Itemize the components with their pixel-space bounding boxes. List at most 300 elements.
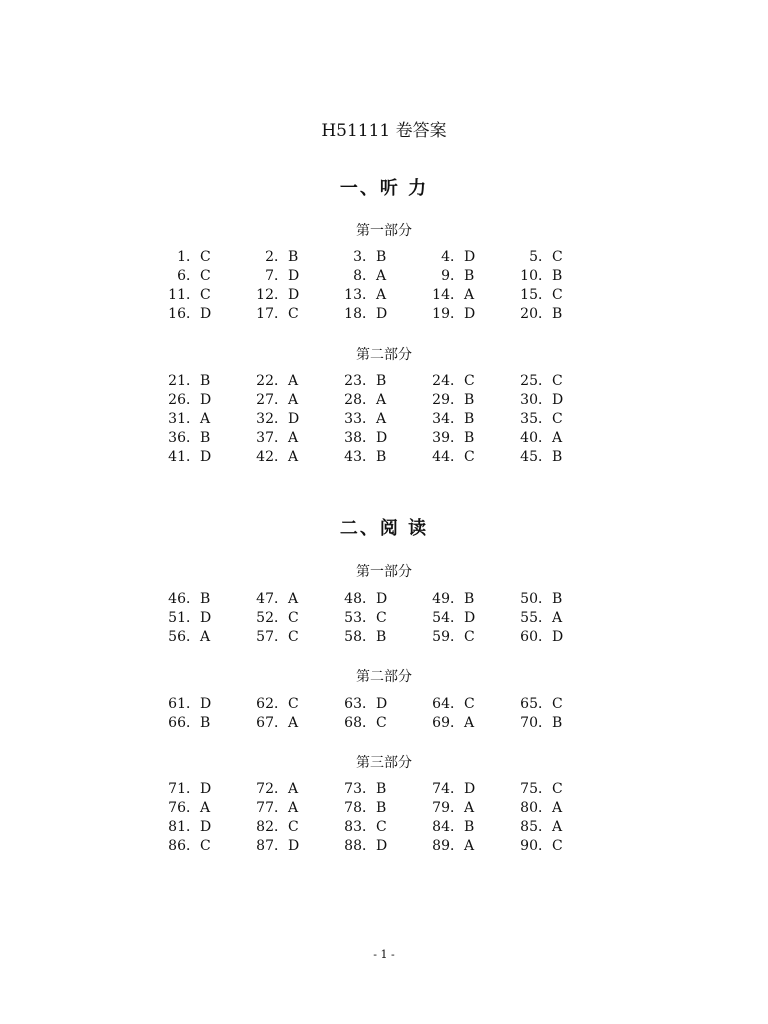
answer-item xyxy=(150,391,238,410)
answer-letter: A xyxy=(376,411,387,427)
separator: ． xyxy=(274,838,288,854)
answer-letter: A xyxy=(288,715,299,731)
answer-letter: D xyxy=(288,287,300,303)
answer-item xyxy=(326,590,414,609)
separator: ． xyxy=(450,392,464,408)
answer-letter: D xyxy=(288,268,300,284)
answer-item xyxy=(502,448,590,467)
question-number: 57 xyxy=(256,629,274,645)
question-number: 50 xyxy=(520,591,538,607)
answer-item xyxy=(326,248,414,267)
question-number: 7 xyxy=(265,268,274,284)
separator: ． xyxy=(274,629,288,645)
answer-letter: C xyxy=(464,449,475,465)
part-label: 第一部分 xyxy=(356,223,412,239)
answer-letter: C xyxy=(552,696,563,712)
separator: ． xyxy=(274,449,288,465)
separator: ． xyxy=(274,696,288,712)
answer-letter: C xyxy=(552,287,563,303)
question-number: 61 xyxy=(168,696,186,712)
separator: ． xyxy=(274,610,288,626)
question-number: 23 xyxy=(344,373,362,389)
separator: ． xyxy=(538,715,552,731)
answer-item xyxy=(326,714,414,733)
question-number: 26 xyxy=(168,392,186,408)
part-label: 第一部分 xyxy=(356,564,412,580)
separator: ． xyxy=(362,306,376,322)
question-number: 89 xyxy=(432,838,450,854)
answer-letter: D xyxy=(200,306,212,322)
separator: ． xyxy=(538,838,552,854)
question-number: 31 xyxy=(168,411,186,427)
section-heading-reading: 二、阅 读 xyxy=(339,518,429,539)
answer-letter: D xyxy=(464,781,476,797)
answer-item xyxy=(326,628,414,647)
answer-letter: C xyxy=(376,715,387,731)
answer-item xyxy=(238,286,326,305)
answer-item xyxy=(238,818,326,837)
answer-item xyxy=(238,799,326,818)
answer-letter: A xyxy=(376,287,387,303)
question-number: 54 xyxy=(432,610,450,626)
question-number: 11 xyxy=(168,287,186,303)
separator: ． xyxy=(362,373,376,389)
answer-letter: B xyxy=(552,449,563,465)
answer-letter: A xyxy=(464,715,475,731)
answer-letter: A xyxy=(552,800,563,816)
answer-letter: A xyxy=(552,819,563,835)
answer-grid xyxy=(150,695,610,733)
question-number: 24 xyxy=(432,373,450,389)
question-number: 69 xyxy=(432,715,450,731)
question-number: 80 xyxy=(520,800,538,816)
question-number: 20 xyxy=(520,306,538,322)
question-number: 71 xyxy=(168,781,186,797)
question-number: 13 xyxy=(344,287,362,303)
answer-item xyxy=(414,429,502,448)
answer-letter: C xyxy=(288,610,299,626)
question-number: 5 xyxy=(529,249,538,265)
answer-letter: C xyxy=(200,838,211,854)
question-number: 12 xyxy=(256,287,274,303)
separator: ． xyxy=(362,610,376,626)
separator: ． xyxy=(538,696,552,712)
answer-letter: A xyxy=(288,449,299,465)
page-number: - 1 - xyxy=(373,948,395,961)
question-number: 30 xyxy=(520,392,538,408)
answer-item xyxy=(150,267,238,286)
answer-item xyxy=(326,448,414,467)
question-number: 42 xyxy=(256,449,274,465)
question-number: 6 xyxy=(177,268,186,284)
separator: ． xyxy=(362,629,376,645)
answer-item xyxy=(326,780,414,799)
question-number: 74 xyxy=(432,781,450,797)
question-number: 40 xyxy=(520,430,538,446)
part-label: 第二部分 xyxy=(356,347,412,363)
answer-letter: B xyxy=(552,268,563,284)
question-number: 37 xyxy=(256,430,274,446)
answer-item xyxy=(414,372,502,391)
answer-item xyxy=(414,695,502,714)
separator: ． xyxy=(450,306,464,322)
answer-letter: C xyxy=(464,696,475,712)
part-label: 第三部分 xyxy=(356,755,412,771)
answer-item xyxy=(502,780,590,799)
separator: ． xyxy=(362,819,376,835)
separator: ． xyxy=(274,373,288,389)
question-number: 51 xyxy=(168,610,186,626)
answer-letter: B xyxy=(464,411,475,427)
answer-item xyxy=(414,590,502,609)
question-number: 64 xyxy=(432,696,450,712)
question-number: 46 xyxy=(168,591,186,607)
answer-letter: C xyxy=(200,287,211,303)
answer-item xyxy=(414,410,502,429)
question-number: 63 xyxy=(344,696,362,712)
question-number: 81 xyxy=(168,819,186,835)
answer-item xyxy=(326,372,414,391)
question-number: 9 xyxy=(441,268,450,284)
question-number: 1 xyxy=(177,249,186,265)
separator: ． xyxy=(274,430,288,446)
answer-letter: A xyxy=(464,800,475,816)
answer-item xyxy=(326,799,414,818)
answer-item xyxy=(238,695,326,714)
question-number: 21 xyxy=(168,373,186,389)
separator: ． xyxy=(362,392,376,408)
separator: ． xyxy=(538,287,552,303)
separator: ． xyxy=(538,800,552,816)
answer-item xyxy=(238,410,326,429)
separator: ． xyxy=(362,287,376,303)
answer-item xyxy=(150,799,238,818)
answer-grid xyxy=(150,590,610,647)
separator: ． xyxy=(186,591,200,607)
answer-letter: C xyxy=(552,411,563,427)
answer-letter: C xyxy=(464,629,475,645)
question-number: 2 xyxy=(265,249,274,265)
answer-grid xyxy=(150,780,610,856)
answer-letter: A xyxy=(464,838,475,854)
answer-letter: D xyxy=(376,591,388,607)
answer-letter: A xyxy=(464,287,475,303)
answer-item xyxy=(414,780,502,799)
question-number: 70 xyxy=(520,715,538,731)
answer-item xyxy=(414,391,502,410)
separator: ． xyxy=(362,249,376,265)
question-number: 49 xyxy=(432,591,450,607)
separator: ． xyxy=(538,268,552,284)
answer-letter: D xyxy=(464,610,476,626)
answer-letter: B xyxy=(376,629,387,645)
question-number: 62 xyxy=(256,696,274,712)
separator: ． xyxy=(186,819,200,835)
question-number: 67 xyxy=(256,715,274,731)
answer-item xyxy=(238,628,326,647)
question-number: 16 xyxy=(168,306,186,322)
separator: ． xyxy=(450,591,464,607)
separator: ． xyxy=(186,392,200,408)
answer-item xyxy=(150,372,238,391)
answer-item xyxy=(502,429,590,448)
answer-item xyxy=(150,780,238,799)
answer-letter: D xyxy=(464,306,476,322)
separator: ． xyxy=(450,373,464,389)
answer-item xyxy=(150,609,238,628)
answer-item xyxy=(502,286,590,305)
question-number: 36 xyxy=(168,430,186,446)
answer-item xyxy=(150,448,238,467)
answer-letter: A xyxy=(200,411,211,427)
answer-letter: C xyxy=(552,838,563,854)
question-number: 53 xyxy=(344,610,362,626)
separator: ． xyxy=(450,696,464,712)
separator: ． xyxy=(362,449,376,465)
question-number: 72 xyxy=(256,781,274,797)
answer-item xyxy=(150,286,238,305)
question-number: 8 xyxy=(353,268,362,284)
answer-item xyxy=(238,590,326,609)
separator: ． xyxy=(186,373,200,389)
separator: ． xyxy=(538,449,552,465)
question-number: 82 xyxy=(256,819,274,835)
answer-letter: B xyxy=(200,715,211,731)
answer-item xyxy=(238,448,326,467)
answer-letter: A xyxy=(288,800,299,816)
separator: ． xyxy=(538,411,552,427)
answer-item xyxy=(150,837,238,856)
question-number: 87 xyxy=(256,838,274,854)
answer-item xyxy=(238,391,326,410)
separator: ． xyxy=(274,268,288,284)
section-heading-listening: 一、听 力 xyxy=(339,178,429,199)
question-number: 47 xyxy=(256,591,274,607)
answer-letter: B xyxy=(200,430,211,446)
answer-letter: B xyxy=(376,781,387,797)
answer-item xyxy=(502,248,590,267)
answer-letter: B xyxy=(376,449,387,465)
answer-letter: D xyxy=(200,819,212,835)
answer-item xyxy=(326,305,414,324)
separator: ． xyxy=(274,411,288,427)
answer-letter: C xyxy=(464,373,475,389)
question-number: 52 xyxy=(256,610,274,626)
answer-item xyxy=(414,628,502,647)
answer-item xyxy=(150,818,238,837)
question-number: 44 xyxy=(432,449,450,465)
separator: ． xyxy=(362,696,376,712)
question-number: 84 xyxy=(432,819,450,835)
separator: ． xyxy=(450,800,464,816)
answer-item xyxy=(502,410,590,429)
answer-item xyxy=(326,609,414,628)
answer-item xyxy=(414,837,502,856)
answer-letter: C xyxy=(200,249,211,265)
question-number: 27 xyxy=(256,392,274,408)
answer-letter: B xyxy=(464,268,475,284)
answer-item xyxy=(238,714,326,733)
answer-item xyxy=(502,590,590,609)
answer-letter: C xyxy=(376,819,387,835)
answer-item xyxy=(502,267,590,286)
answer-letter: A xyxy=(288,392,299,408)
separator: ． xyxy=(362,781,376,797)
question-number: 58 xyxy=(344,629,362,645)
answer-letter: B xyxy=(288,249,299,265)
answer-item xyxy=(414,267,502,286)
answer-item xyxy=(150,714,238,733)
question-number: 90 xyxy=(520,838,538,854)
answer-letter: B xyxy=(200,591,211,607)
answer-letter: B xyxy=(376,373,387,389)
answer-letter: B xyxy=(464,430,475,446)
answer-letter: B xyxy=(464,819,475,835)
answer-letter: D xyxy=(376,306,388,322)
answer-item xyxy=(150,695,238,714)
answer-letter: D xyxy=(376,696,388,712)
separator: ． xyxy=(362,838,376,854)
separator: ． xyxy=(538,430,552,446)
question-number: 15 xyxy=(520,287,538,303)
question-number: 10 xyxy=(520,268,538,284)
answer-letter: B xyxy=(376,249,387,265)
question-number: 56 xyxy=(168,629,186,645)
answer-letter: C xyxy=(288,696,299,712)
separator: ． xyxy=(450,268,464,284)
answer-letter: D xyxy=(200,781,212,797)
question-number: 33 xyxy=(344,411,362,427)
answer-item xyxy=(238,429,326,448)
answer-item xyxy=(238,267,326,286)
answer-item xyxy=(414,799,502,818)
answer-item xyxy=(238,305,326,324)
answer-item xyxy=(414,305,502,324)
answer-letter: A xyxy=(552,610,563,626)
separator: ． xyxy=(450,819,464,835)
question-number: 60 xyxy=(520,629,538,645)
answer-letter: C xyxy=(288,819,299,835)
answer-item xyxy=(502,628,590,647)
question-number: 18 xyxy=(344,306,362,322)
separator: ． xyxy=(186,781,200,797)
answer-item xyxy=(502,695,590,714)
answer-letter: B xyxy=(464,591,475,607)
answer-item xyxy=(414,714,502,733)
answer-letter: D xyxy=(552,392,564,408)
answer-letter: C xyxy=(376,610,387,626)
answer-item xyxy=(326,391,414,410)
answer-letter: A xyxy=(288,591,299,607)
separator: ． xyxy=(274,781,288,797)
answer-item xyxy=(150,628,238,647)
separator: ． xyxy=(538,373,552,389)
question-number: 83 xyxy=(344,819,362,835)
question-number: 41 xyxy=(168,449,186,465)
answer-item xyxy=(150,429,238,448)
question-number: 66 xyxy=(168,715,186,731)
question-number: 68 xyxy=(344,715,362,731)
separator: ． xyxy=(450,610,464,626)
answer-grid xyxy=(150,372,610,467)
question-number: 76 xyxy=(168,800,186,816)
question-number: 34 xyxy=(432,411,450,427)
answer-letter: A xyxy=(376,268,387,284)
answer-item xyxy=(502,391,590,410)
separator: ． xyxy=(450,781,464,797)
separator: ． xyxy=(186,249,200,265)
answer-letter: A xyxy=(288,373,299,389)
question-number: 79 xyxy=(432,800,450,816)
separator: ． xyxy=(538,306,552,322)
separator: ． xyxy=(362,800,376,816)
question-number: 77 xyxy=(256,800,274,816)
answer-item xyxy=(150,305,238,324)
separator: ． xyxy=(450,838,464,854)
answer-letter: D xyxy=(288,411,300,427)
answer-item xyxy=(502,305,590,324)
separator: ． xyxy=(538,249,552,265)
separator: ． xyxy=(186,306,200,322)
separator: ． xyxy=(450,629,464,645)
answer-letter: A xyxy=(376,392,387,408)
separator: ． xyxy=(274,591,288,607)
answer-item xyxy=(414,286,502,305)
answer-letter: B xyxy=(552,591,563,607)
question-number: 28 xyxy=(344,392,362,408)
answer-letter: B xyxy=(200,373,211,389)
question-number: 86 xyxy=(168,838,186,854)
answer-grid xyxy=(150,248,610,324)
question-number: 32 xyxy=(256,411,274,427)
question-number: 35 xyxy=(520,411,538,427)
answer-item xyxy=(238,609,326,628)
separator: ． xyxy=(186,287,200,303)
answer-letter: D xyxy=(288,838,300,854)
answer-letter: D xyxy=(376,430,388,446)
separator: ． xyxy=(362,715,376,731)
separator: ． xyxy=(186,449,200,465)
answer-item xyxy=(502,799,590,818)
answer-item xyxy=(414,448,502,467)
answer-letter: A xyxy=(288,781,299,797)
answer-letter: A xyxy=(552,430,563,446)
answer-item xyxy=(326,695,414,714)
question-number: 25 xyxy=(520,373,538,389)
question-number: 38 xyxy=(344,430,362,446)
separator: ． xyxy=(274,800,288,816)
question-number: 88 xyxy=(344,838,362,854)
question-number: 39 xyxy=(432,430,450,446)
answer-item xyxy=(326,429,414,448)
answer-letter: C xyxy=(288,306,299,322)
answer-letter: B xyxy=(552,306,563,322)
separator: ． xyxy=(274,392,288,408)
answer-item xyxy=(414,609,502,628)
separator: ． xyxy=(274,819,288,835)
separator: ． xyxy=(450,411,464,427)
separator: ． xyxy=(186,696,200,712)
answer-item xyxy=(150,410,238,429)
question-number: 55 xyxy=(520,610,538,626)
answer-item xyxy=(414,818,502,837)
answer-item xyxy=(326,818,414,837)
answer-letter: D xyxy=(464,249,476,265)
separator: ． xyxy=(186,430,200,446)
answer-item xyxy=(502,714,590,733)
answer-item xyxy=(502,372,590,391)
separator: ． xyxy=(450,715,464,731)
